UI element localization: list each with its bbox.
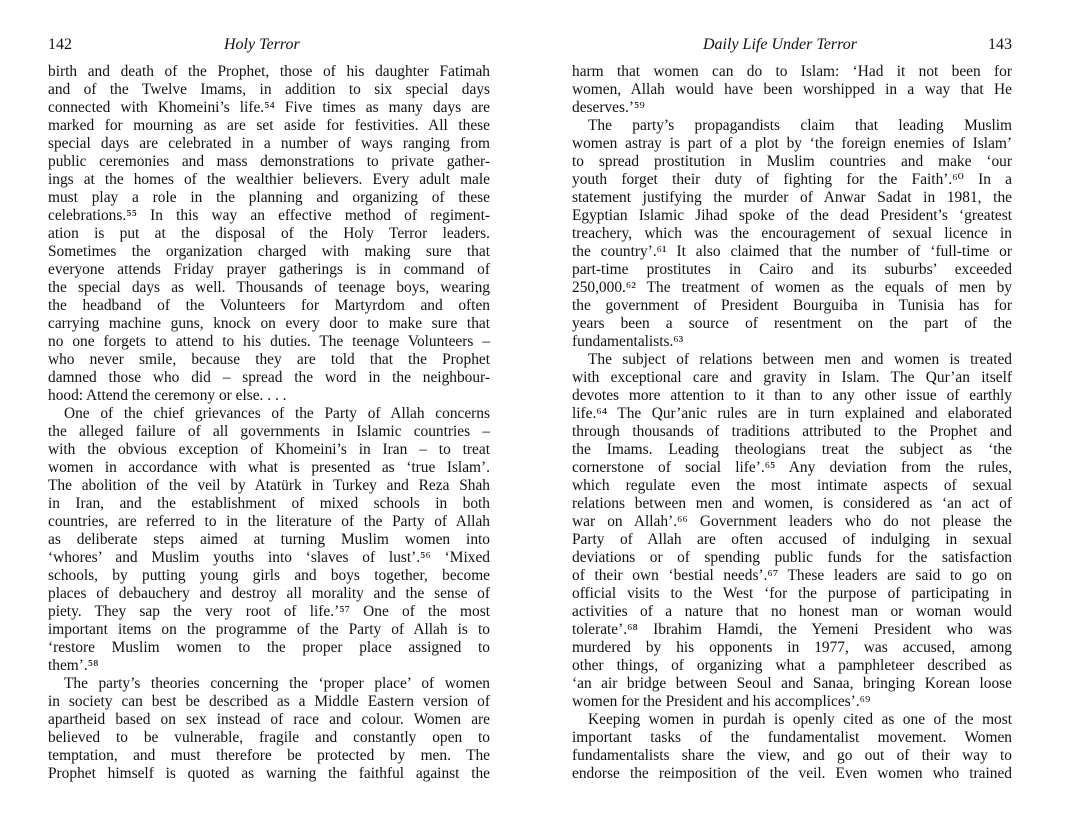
left-body-text [48,63,490,783]
text-line: everyone attends Friday prayer gatherings is in command of [48,261,490,278]
text-line: the alleged failure of all governments in Islamic countries – [48,423,490,440]
text-line: the Imams. Leading theologians treat the subject as ‘the [572,441,1012,458]
text-line: through thousands of traditions attributed to the Prophet and [572,423,1012,440]
text-line: tolerate’.⁶⁸ Ibrahim Hamdi, the Yemeni President who was [572,621,1012,638]
right-page-number: 143 [988,36,1012,53]
text-line: life.⁶⁴ The Qur’anic rules are in turn explained and elaborated [572,405,1012,422]
left-running-head [48,34,490,56]
text-line: birth and death of the Prophet, those of his daughter Fatimah [48,63,490,80]
text-line: carrying machine guns, knock on every door to make sure that [48,315,490,332]
text-line: deviations or of spending public funds for the satisfaction [572,549,1012,566]
text-line: treachery, which was the encouragement of sexual licence in [572,225,1012,242]
text-line: women for the President and his accomplices’.⁶⁹ [572,693,871,710]
text-line: relations between men and women, is considered as ‘an act of [572,495,1012,512]
text-line: ‘whores’ and Muslim youths into ‘slaves of lust’.⁵⁶ ‘Mixed [48,549,490,566]
right-page [572,0,1012,829]
text-line: women, Allah would have been worshipped in a way that He [572,81,1012,98]
text-line: which regulate even the most intimate aspects of sexual [572,477,1012,494]
text-line: the headband of the Volunteers for Martyrdom and often [48,297,490,314]
text-line: important items on the programme of the Party of Allah is to [48,621,490,638]
text-line: Egyptian Islamic Jihad spoke of the dead President’s ‘greatest [572,207,1012,224]
text-line: in Iran, and the establishment of mixed schools in both [48,495,490,512]
text-line: murdered by his opponents in 1977, was accused, among [572,639,1012,656]
text-line: connected with Khomeini’s life.⁵⁴ Five times as many days are [48,99,490,116]
text-line: with the obvious exception of Khomeini’s in Iran – to treat [48,441,490,458]
text-line: fundamentalists share the view, and go out of their way to [572,747,1012,764]
text-line: marked for mourning as are set aside for festivities. All these [48,117,490,134]
text-line: statement justifying the murder of Anwar Sadat in 1981, the [572,189,1012,206]
text-line: ings at the homes of the wealthier believers. Every adult male [48,171,490,188]
text-line: The subject of relations between men and women is treated [588,351,1012,368]
text-line: ‘an air bridge between Seoul and Sanaa, bringing Korean loose [572,675,1012,692]
text-line: and of the Twelve Imams, in addition to six special days [48,81,490,98]
text-line: to spread prostitution in Muslim countries and make ‘our [572,153,1012,170]
text-line: The party’s theories concerning the ‘proper place’ of women [64,675,490,692]
text-line: piety. They sap the very root of life.’⁵⁷ One of the most [48,603,490,620]
right-body-text [572,63,1012,783]
text-line: ation is put at the disposal of the Holy Terror leaders. [48,225,490,242]
text-line: hood: Attend the ceremony or else. . . . [48,387,287,404]
text-line: of their own ‘bestial needs’.⁶⁷ These leaders are said to go on [572,567,1012,584]
text-line: war on Allah’.⁶⁶ Government leaders who do not please the [572,513,1012,530]
text-line: important tasks of the fundamentalist movement. Women [572,729,1012,746]
text-line: apartheid based on sex instead of race and colour. Women are [48,711,490,728]
text-line: places of debauchery and destroy all morality and the sense of [48,585,490,602]
text-line: countries, are referred to in the literature of the Party of Allah [48,513,490,530]
text-line: them’.⁵⁸ [48,657,99,674]
text-line: who never smile, because they are told that the Prophet [48,351,490,368]
text-line: celebrations.⁵⁵ In this way an effective method of regiment- [48,207,490,224]
text-line: The party’s propagandists claim that leading Muslim [588,117,1012,134]
text-line: schools, by putting young girls and boys together, become [48,567,490,584]
text-line: women in accordance with what is presented as ‘true Islam’. [48,459,490,476]
text-line: public ceremonies and mass demonstrations to private gather- [48,153,490,170]
text-line: devotes more attention to it than to any other issue of earthly [572,387,1012,404]
text-line: other things, of organizing what a pamphleteer described as [572,657,1012,674]
text-line: the country’.⁶¹ It also claimed that the number of ‘full-time or [572,243,1012,260]
left-page [48,0,490,829]
text-line: official visits to the West ‘for the purpose of participating in [572,585,1012,602]
text-line: Prophet himself is quoted as warning the faithful against the [48,765,490,782]
text-line: One of the chief grievances of the Party of Allah concerns [64,405,490,422]
text-line: Party of Allah are often accused of indulging in sexual [572,531,1012,548]
text-line: cornerstone of social life’.⁶⁵ Any deviation from the rules, [572,459,1012,476]
text-line: with exceptional care and gravity in Islam. The Qur’an itself [572,369,1012,386]
text-line: deserves.’⁵⁹ [572,99,645,116]
text-line: the special days as well. Thousands of teenage boys, wearing [48,279,490,296]
text-line: special days are celebrated in a number of ways ranging from [48,135,490,152]
text-line: damned those who did – spread the word in the neighbour- [48,369,490,386]
left-page-number: 142 [48,36,72,53]
right-running-title: Daily Life Under Terror [703,36,857,53]
text-line: activities of a nature that no honest man or woman would [572,603,1012,620]
text-line: temptation, and must therefore be protected by men. The [48,747,490,764]
text-line: in society can best be described as a Middle Eastern version of [48,693,490,710]
right-running-head [572,34,1012,56]
left-running-title: Holy Terror [224,36,300,53]
text-line: women astray is part of a plot by ‘the foreign enemies of Islam’ [572,135,1012,152]
text-line: years been a source of resentment on the part of the [572,315,1012,332]
text-line: 250,000.⁶² The treatment of women as the equals of men by [572,279,1012,296]
text-line: ‘restore Muslim women to the proper place assigned to [48,639,490,656]
text-line: the government of President Bourguiba in Tunisia has for [572,297,1012,314]
text-line: The abolition of the veil by Atatürk in Turkey and Reza Shah [48,477,490,494]
text-line: harm that women can do to Islam: ‘Had it not been for [572,63,1012,80]
text-line: fundamentalists.⁶³ [572,333,684,350]
text-line: as deliberate steps aimed at turning Muslim women into [48,531,490,548]
text-line: no one forgets to attend to his duties. The teenage Volunteers – [48,333,490,350]
text-line: Keeping women in purdah is openly cited as one of the most [588,711,1012,728]
text-line: youth forget their duty of fighting for the Faith’.⁶⁰ In a [572,171,1012,188]
text-line: must play a role in the planning and organizing of these [48,189,490,206]
text-line: believed to be vulnerable, fragile and constantly open to [48,729,490,746]
text-line: endorse the reimposition of the veil. Even women who trained [572,765,1012,782]
text-line: part-time prostitutes in Cairo and its suburbs’ exceeded [572,261,1012,278]
text-line: Sometimes the organization charged with making sure that [48,243,490,260]
